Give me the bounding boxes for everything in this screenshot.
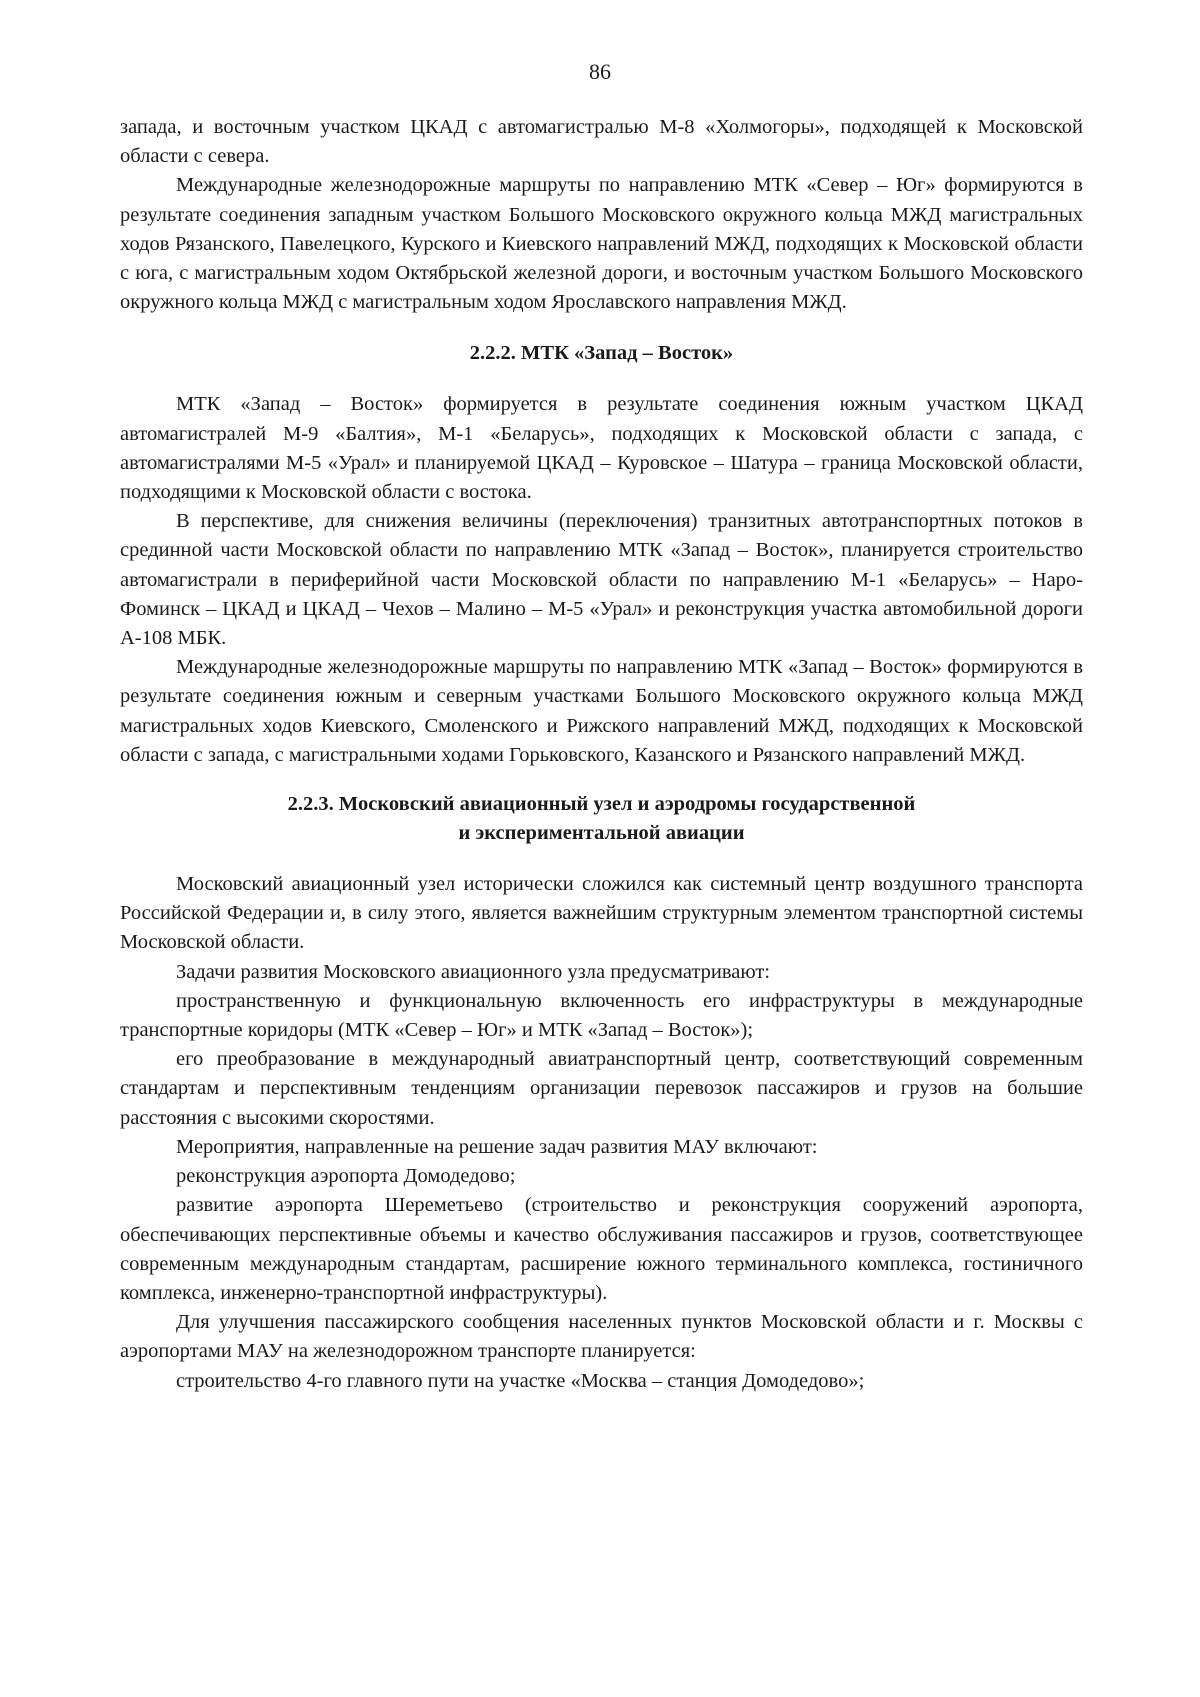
section-heading-2-2-3 [120,790,1083,848]
section-heading-2-2-2: 2.2.2. МТК «Запад – Восток» [469,342,734,365]
paragraph: Для улучшения пассажирского сообщения населенных пунктов Московской области и г. Москвы с аэропортами МАУ на железнодорожном транспорте планируется: [120,1311,1083,1363]
list-item: реконструкция аэропорта Домодедово; [176,1165,516,1188]
paragraph: Международные железнодорожные маршруты по направлению МТК «Запад – Восток» формируются в результате соединения южным и северным участками Большого Московского окружного кольца МЖД магистральных ходов Киевского, Смоленского и Рижского направлений МЖД, подходящих к Московской области с запада, с магистральными ходами Горьковского, Казанского и Рязанского направлений МЖД. [120,656,1083,766]
paragraph: Московский авиационный узел исторически сложился как системный центр воздушного транспорта Российской Федерации и, в силу этого, является важнейшим структурным элементом транспортной системы Московской области. [120,873,1083,954]
list-item: строительство 4-го главного пути на участке «Москва – станция Домодедово»; [176,1369,865,1392]
paragraph: МТК «Запад – Восток» формируется в результате соединения южным участком ЦКАД автомагистралей М-9 «Балтия», М-1 «Беларусь», подходящих к Московской области с запада, с автомагистралями М-5 «Урал» и планируемой ЦКАД – Куровское – Шатура – граница Московской области, подходящими к Московской области с востока. [120,393,1083,504]
list-item: его преобразование в международный авиатранспортный центр, соответствующий современным стандартам и перспективным тенденциям организации перевозок пассажиров и грузов на большие расстояния с высокими скоростями. [120,1048,1083,1129]
list-item: развитие аэропорта Шереметьево (строительство и реконструкция сооружений аэропорта, обеспечивающих перспективные объемы и качество обслуживания пассажиров и грузов, соответствующее современным международным стандартам, расширение южного терминального комплекса, гостиничного комплекса, инженерно-транспортной инфраструктуры). [120,1194,1083,1304]
paragraph: Задачи развития Московского авиационного узла предусматривают: [176,960,771,983]
section-heading-line: и экспериментальной авиации [458,822,745,845]
paragraph: Международные железнодорожные маршруты по направлению МТК «Север – Юг» формируются в результате соединения западным участком Большого Московского окружного кольца МЖД магистральных ходов Рязанского, Павелецкого, Курского и Киевского направлений МЖД, подходящих к Московской области с юга, с магистральным ходом Октябрьской железной дороги, и восточным участком Большого Московского окружного кольца МЖД с магистральным ходом Ярославского направления МЖД. [120,174,1083,314]
paragraph: В перспективе, для снижения величины (переключения) транзитных автотранспортных потоков в срединной части Московской области по направлению МТК «Запад – Восток», планируется строительство автомагистрали в периферийной части Московской области по направлению М-1 «Беларусь» – Наро-Фоминск – ЦКАД и ЦКАД – Чехов – Малино – М-5 «Урал» и реконструкция участка автомобильной дороги А-108 МБК. [120,510,1083,650]
paragraph: Мероприятия, направленные на решение задач развития МАУ включают: [176,1135,818,1158]
page-number: 86 [589,59,611,84]
section-heading-line: 2.2.3. Московский авиационный узел и аэродромы государственной [287,793,916,816]
list-item: пространственную и функциональную включенность его инфраструктуры в международные транспортные коридоры (МТК «Север – Юг» и МТК «Запад – Восток»); [120,989,1083,1042]
paragraph: запада, и восточным участком ЦКАД с автомагистралью М-8 «Холмогоры», подходящей к Московской области с севера. [120,116,1083,168]
page-content [120,113,1083,1396]
